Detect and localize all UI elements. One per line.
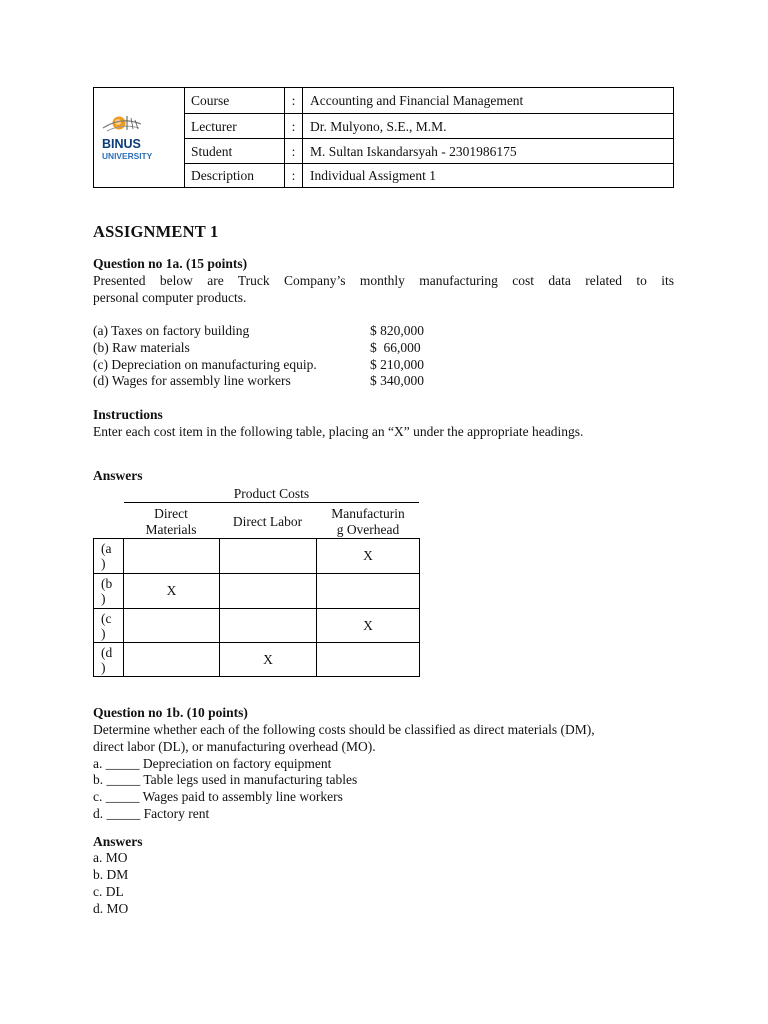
col-head-line: Direct bbox=[154, 506, 188, 521]
instructions-text: Enter each cost item in the following table, placing an “X” under the appropriate headings. bbox=[93, 424, 584, 439]
product-costs-title: Product Costs bbox=[233, 486, 310, 501]
q1b-answer: d. MO bbox=[93, 901, 129, 916]
header-row-lecturer bbox=[185, 113, 674, 139]
answer-table bbox=[93, 538, 420, 677]
row-colon: : bbox=[285, 114, 303, 139]
row-label: Course bbox=[185, 88, 285, 113]
row-value: M. Sultan Iskandarsyah - 2301986175 bbox=[310, 143, 517, 159]
row-colon: : bbox=[285, 139, 303, 164]
col-head-manufacturing-overhead bbox=[316, 505, 420, 539]
row-label: Description bbox=[185, 164, 285, 188]
cell-dl bbox=[220, 574, 317, 608]
q1a-intro-line-2: personal computer products. bbox=[93, 290, 247, 305]
cell-dm bbox=[124, 539, 220, 573]
header-row-description bbox=[185, 163, 674, 188]
row-label-line: ) bbox=[101, 626, 106, 641]
q1b-answer: a. MO bbox=[93, 850, 128, 865]
cell-dl bbox=[220, 609, 317, 643]
row-label bbox=[94, 643, 124, 677]
row-label-line: ) bbox=[101, 556, 106, 571]
cost-item: (c) Depreciation on manufacturing equip. bbox=[93, 357, 317, 372]
assignment-title: ASSIGNMENT 1 bbox=[93, 222, 219, 241]
col-head-line: Manufacturin bbox=[331, 506, 405, 521]
header-row-course bbox=[185, 88, 674, 113]
cell-dm bbox=[124, 643, 220, 677]
q1b-answer: b. DM bbox=[93, 867, 129, 882]
col-head-direct-labor: Direct Labor bbox=[232, 514, 303, 529]
cell-mo bbox=[317, 643, 419, 677]
header-row-student bbox=[185, 138, 674, 164]
logo-cell bbox=[94, 88, 185, 187]
col-head-direct-materials bbox=[123, 505, 219, 539]
answers-heading: Answers bbox=[93, 468, 143, 483]
cell-dl: X bbox=[220, 643, 317, 677]
row-label-line: (d bbox=[101, 645, 113, 660]
q1b-answer: c. DL bbox=[93, 884, 124, 899]
row-value: Individual Assigment 1 bbox=[310, 168, 436, 183]
cost-amount: $ 66,000 bbox=[370, 340, 421, 355]
q1a-intro-line-1: Presented below are Truck Company’s monthly manufacturing cost data related to its bbox=[93, 273, 674, 288]
row-label-line: (c bbox=[101, 611, 112, 626]
q1b-intro-line-2: direct labor (DL), or manufacturing overhead (MO). bbox=[93, 739, 376, 754]
table-row bbox=[94, 574, 419, 608]
q1b-item: b. _____ Table legs used in manufacturing tables bbox=[93, 772, 358, 787]
cell-mo: X bbox=[363, 618, 373, 633]
row-value: Accounting and Financial Management bbox=[310, 92, 524, 108]
course-info-table bbox=[93, 87, 674, 188]
cost-item: (b) Raw materials bbox=[93, 340, 190, 355]
binus-logo bbox=[99, 114, 183, 164]
row-label-line: ) bbox=[101, 660, 106, 675]
row-label bbox=[94, 609, 124, 643]
product-costs-rule bbox=[124, 502, 419, 503]
row-label-line: (a bbox=[101, 541, 112, 556]
cell-dm bbox=[124, 609, 220, 643]
row-label-line: (b bbox=[101, 576, 113, 591]
row-colon: : bbox=[285, 164, 303, 188]
row-label bbox=[94, 539, 124, 573]
col-head-line: Materials bbox=[145, 522, 197, 537]
row-label: Lecturer bbox=[185, 114, 285, 139]
cell-dm: X bbox=[124, 574, 220, 608]
logo-name: BINUS bbox=[102, 137, 141, 151]
table-row bbox=[94, 609, 419, 643]
instructions-heading: Instructions bbox=[93, 407, 163, 422]
cost-amount: $ 340,000 bbox=[370, 373, 424, 388]
table-row bbox=[94, 643, 419, 677]
q1b-item: d. _____ Factory rent bbox=[93, 806, 210, 821]
row-label: Student bbox=[185, 139, 285, 164]
cell-mo bbox=[317, 574, 419, 608]
row-label bbox=[94, 574, 124, 608]
col-head-line: g Overhead bbox=[336, 522, 400, 537]
cost-amount: $ 210,000 bbox=[370, 357, 424, 372]
cell-dl bbox=[220, 539, 317, 573]
row-label-line: ) bbox=[101, 591, 106, 606]
q1b-intro-line-1: Determine whether each of the following costs should be classified as direct materials (DM), bbox=[93, 722, 595, 737]
cell-mo: X bbox=[363, 548, 373, 563]
cost-item: (d) Wages for assembly line workers bbox=[93, 373, 291, 388]
cost-amount: $ 820,000 bbox=[370, 323, 424, 338]
q1b-item: a. _____ Depreciation on factory equipment bbox=[93, 756, 332, 771]
q1b-heading: Question no 1b. (10 points) bbox=[93, 705, 248, 720]
cost-item: (a) Taxes on factory building bbox=[93, 323, 250, 338]
table-row bbox=[94, 539, 419, 573]
row-value: Dr. Mulyono, S.E., M.M. bbox=[310, 118, 447, 134]
q1a-heading: Question no 1a. (15 points) bbox=[93, 256, 248, 271]
q1b-answers-heading: Answers bbox=[93, 834, 143, 849]
q1b-item: c. _____ Wages paid to assembly line workers bbox=[93, 789, 343, 804]
logo-sub: UNIVERSITY bbox=[102, 151, 153, 161]
row-colon: : bbox=[285, 88, 303, 113]
